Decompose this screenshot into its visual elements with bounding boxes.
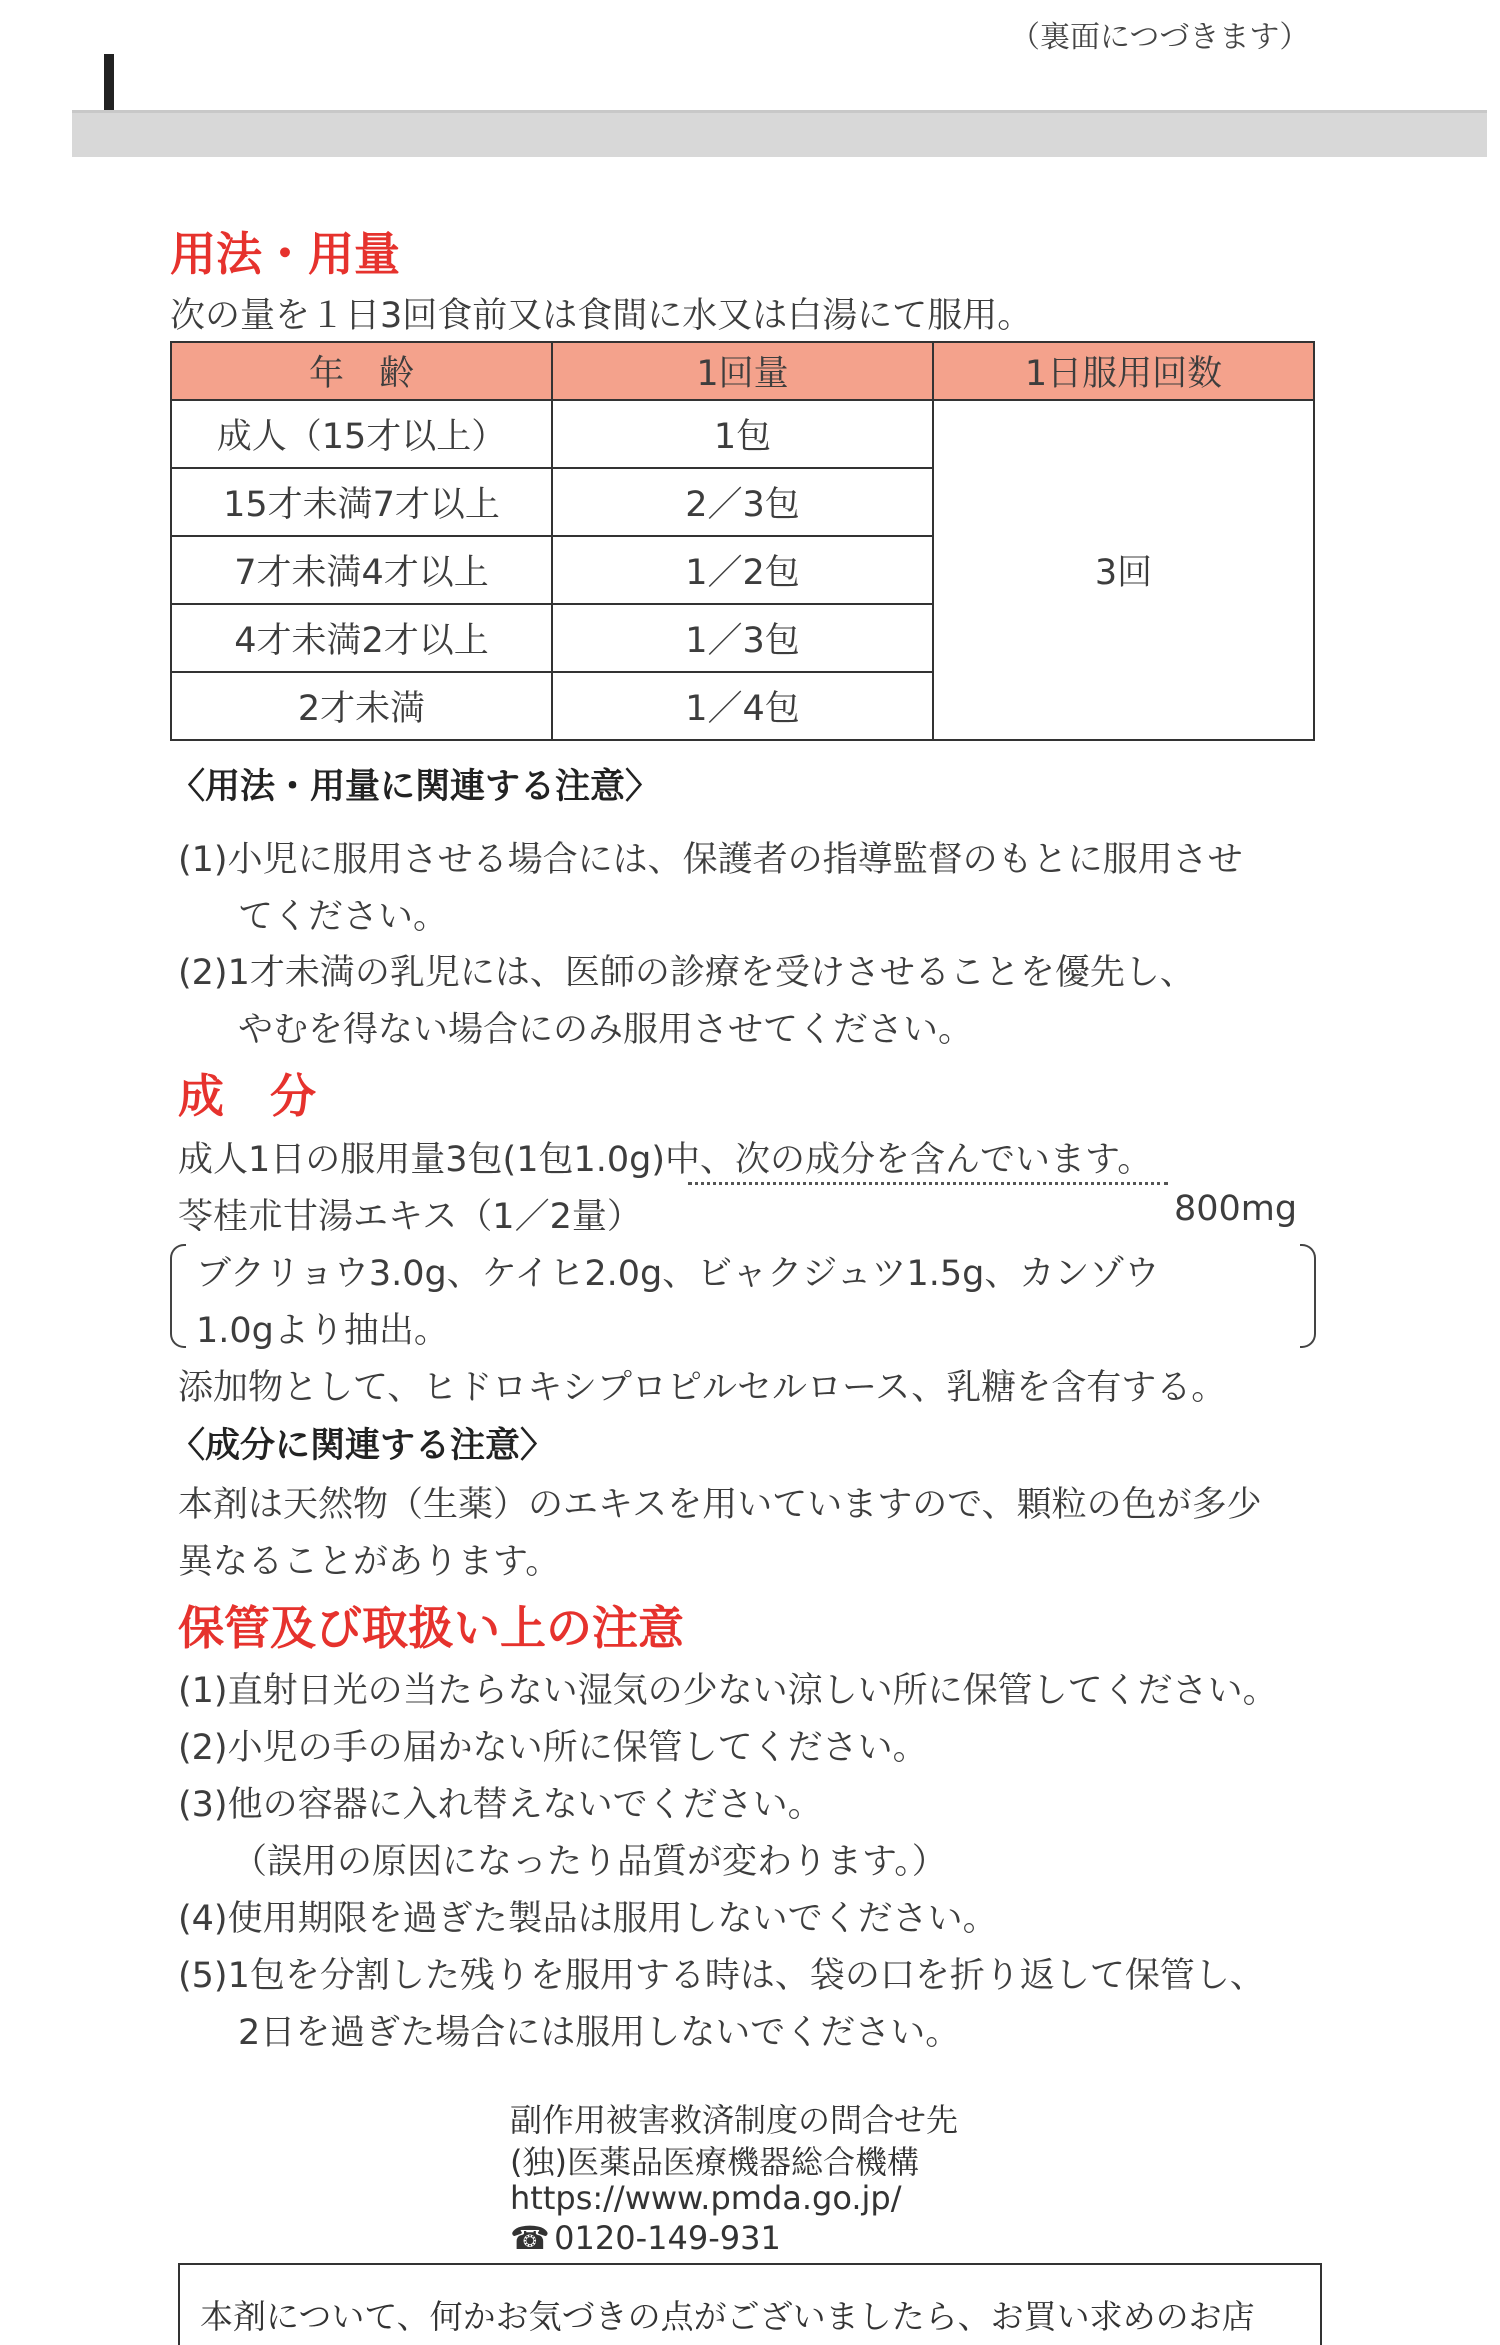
age-cell: 15才未満7才以上 [171, 468, 552, 536]
header-daily-times: 1日服用回数 [933, 342, 1314, 400]
age-cell: 2才未満 [171, 672, 552, 740]
storage-item-3-note: （誤用の原因になったり品質が変わります。） [232, 1842, 947, 1882]
amount-cell: 1／4包 [552, 672, 933, 740]
age-cell: 成人（15才以上） [171, 400, 552, 468]
daily-times-cell: 3回 [933, 400, 1314, 740]
dosage-notes-heading: 〈用法・用量に関連する注意〉 [170, 767, 661, 807]
dosage-table [170, 341, 1315, 741]
amount-cell: 2／3包 [552, 468, 933, 536]
contact-title: 副作用被害救済制度の問合せ先 [510, 2101, 959, 2139]
dosage-note-1-line-2: てください。 [238, 897, 449, 937]
leader-dots [688, 1182, 1168, 1185]
storage-heading: 保管及び取扱い上の注意 [178, 1601, 684, 1655]
amount-cell: 1／3包 [552, 604, 933, 672]
extract-amount: 800mg [1174, 1189, 1298, 1229]
age-cell: 7才未満4才以上 [171, 536, 552, 604]
age-cell: 4才未満2才以上 [171, 604, 552, 672]
continuation-note: （裏面につづきます） [1010, 20, 1310, 55]
dosage-note-2-line-1: (2)1才未満の乳児には、医師の診療を受けさせることを優先し、 [178, 953, 1195, 993]
inquiry-box [178, 2263, 1322, 2345]
telephone-icon: ☎ [510, 2219, 550, 2257]
header-band [72, 110, 1487, 157]
dosage-note-1-line-1: (1)小児に服用させる場合には、保護者の指導監督のもとに服用させ [178, 840, 1243, 880]
contact-org: (独)医薬品医療機器総合機構 [510, 2143, 919, 2181]
storage-item-3: (3)他の容器に入れ替えないでください。 [178, 1785, 823, 1825]
ingredients-intro: 成人1日の服用量3包(1包1.0g)中、次の成分を含んでいます。 [178, 1140, 1153, 1180]
dosage-table-header [171, 342, 1314, 400]
ingredients-notes-line-2: 異なることがあります。 [178, 1542, 561, 1582]
storage-item-1: (1)直射日光の当たらない湿気の少ない涼しい所に保管してください。 [178, 1671, 1278, 1711]
page-marker-bar [104, 54, 114, 110]
amount-cell: 1包 [552, 400, 933, 468]
contact-phone-row [510, 2219, 781, 2257]
right-bracket [1300, 1244, 1316, 1348]
contact-url[interactable]: https://www.pmda.go.jp/ [510, 2179, 902, 2217]
dosage-heading: 用法・用量 [170, 227, 400, 281]
storage-item-4: (4)使用期限を過ぎた製品は服用しないでください。 [178, 1899, 998, 1939]
storage-item-5-line-2: 2日を過ぎた場合には服用しないでください。 [238, 2013, 961, 2053]
source-line-1: ブクリョウ3.0g、ケイヒ2.0g、ビャクジュツ1.5g、カンゾウ [196, 1254, 1160, 1294]
left-bracket [170, 1244, 186, 1348]
ingredients-notes-line-1: 本剤は天然物（生薬）のエキスを用いていますので、顆粒の色が多少 [178, 1485, 1262, 1525]
inquiry-box-text: 本剤について、何かお気づきの点がございましたら、お買い求めのお店 [200, 2297, 1255, 2336]
additives-text: 添加物として、ヒドロキシプロピルセルロース、乳糖を含有する。 [178, 1368, 1227, 1408]
extract-name: 苓桂朮甘湯エキス（1／2量） [178, 1197, 642, 1237]
header-amount: 1回量 [552, 342, 933, 400]
header-age: 年 齢 [171, 342, 552, 400]
table-row [171, 400, 1314, 468]
contact-phone: 0120-149-931 [554, 2219, 781, 2257]
ingredients-heading: 成 分 [178, 1069, 316, 1123]
ingredients-notes-heading: 〈成分に関連する注意〉 [170, 1426, 556, 1466]
amount-cell: 1／2包 [552, 536, 933, 604]
source-line-2: 1.0gより抽出。 [196, 1311, 449, 1351]
dosage-intro: 次の量を１日3回食前又は食間に水又は白湯にて服用。 [170, 296, 1033, 336]
storage-item-5-line-1: (5)1包を分割した残りを服用する時は、袋の口を折り返して保管し、 [178, 1956, 1265, 1996]
dosage-note-2-line-2: やむを得ない場合にのみ服用させてください。 [238, 1010, 974, 1050]
storage-item-2: (2)小児の手の届かない所に保管してください。 [178, 1728, 928, 1768]
